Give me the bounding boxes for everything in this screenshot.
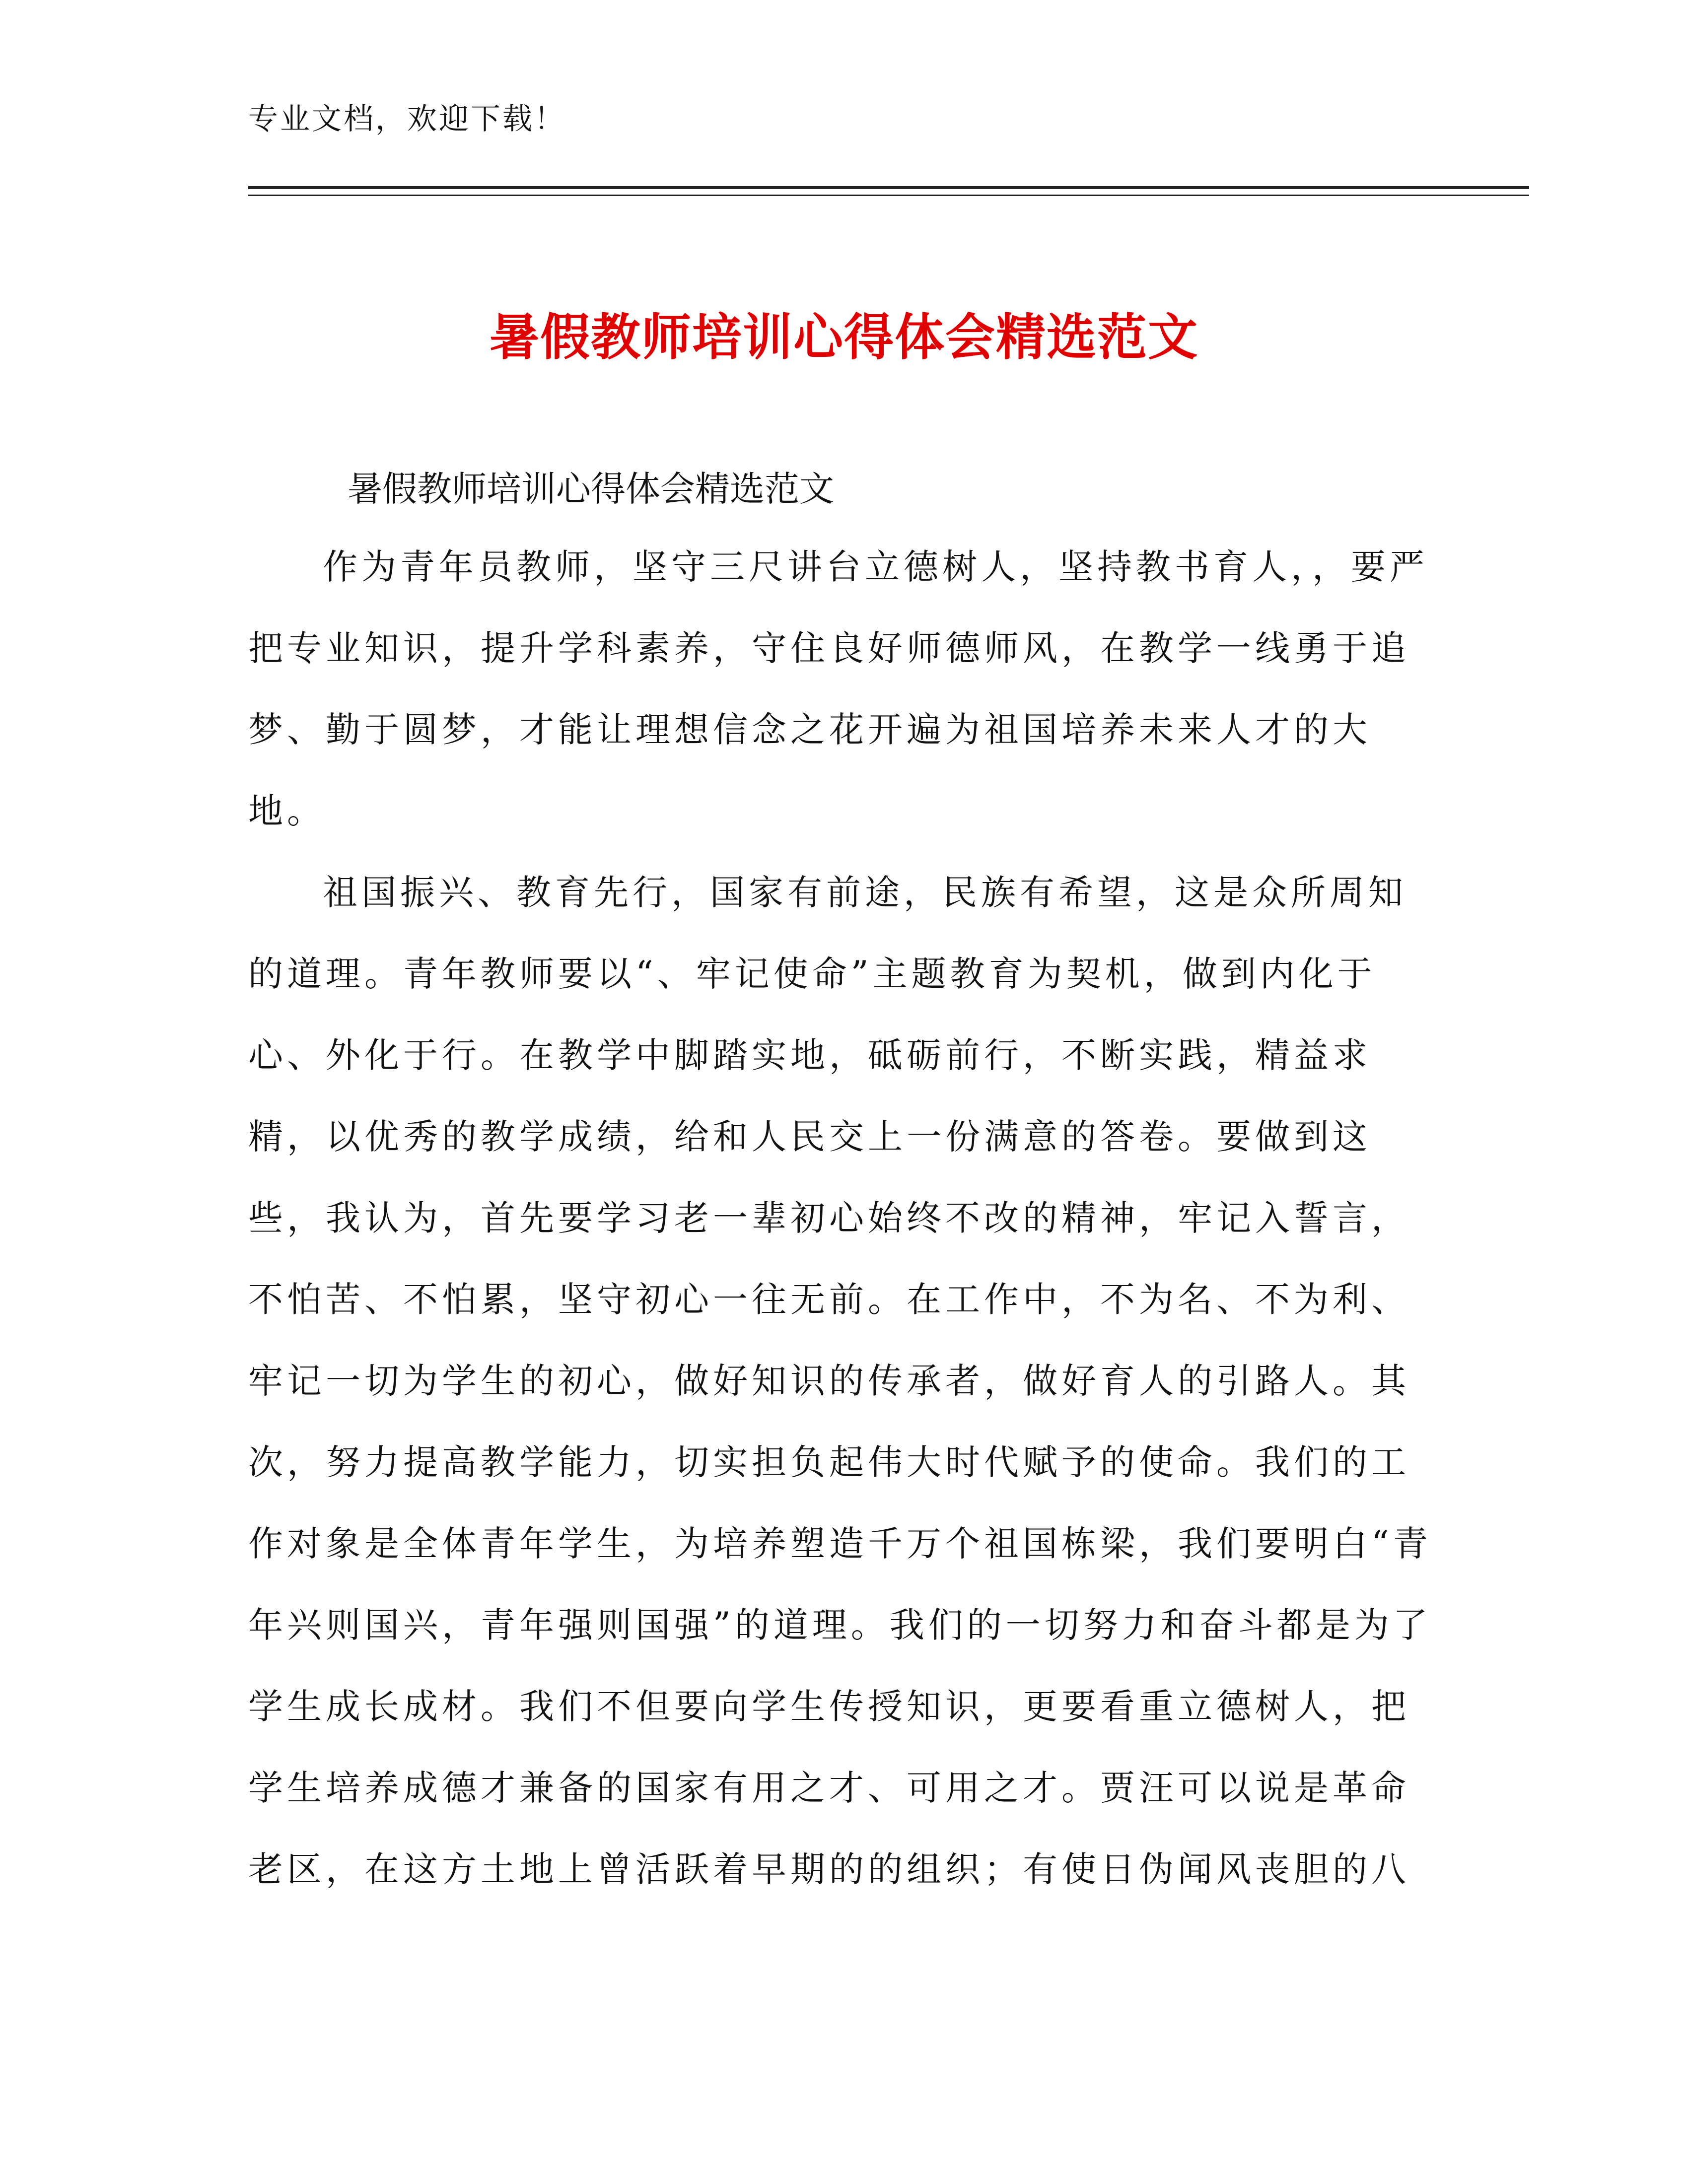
header-divider-thin [248,195,1529,196]
paragraph-1: 作为青年员教师，坚守三尺讲台立德树人，坚持教书育人，，要严把专业知识，提升学科素养，守住良好师德师风，在教学一线勇于追梦、勤于圆梦，才能让理想信念之花开遍为祖国培养未来人才的大地。 [248,546,1428,831]
document-body [248,526,1440,1910]
document-subtitle: 暑假教师培训心得体会精选范文 [348,469,834,509]
header-divider-thick [248,186,1529,189]
document-title: 暑假教师培训心得体会精选范文 [490,308,1198,366]
paragraph-2: 祖国振兴、教育先行，国家有前途，民族有希望，这是众所周知的道理。青年教师要以“、牢记使命”主题教育为契机，做到内化于心、外化于行。在教学中脚踏实地，砥砺前行，不断实践，精益求精，以优秀的教学成绩，给和人民交上一份满意的答卷。要做到这些，我认为，首先要学习老一辈初心始终不改的精神，牢记入誓言，不怕苦、不怕累，坚守初心一往无前。在工作中，不为名、不为利、牢记一切为学生的初心，做好知识的传承者，做好育人的引路人。其次，努力提高教学能力，切实担负起伟大时代赋予的使命。我们的工作对象是全体青年学生，为培养塑造千万个祖国栋梁，我们要明白“青年兴则国兴，青年强则国强”的道理。我们的一切努力和奋斗都是为了学生成长成材。我们不但要向学生传授知识，更要看重立德树人，把学生培养成德才兼备的国家有用之才、可用之才。贾汪可以说是革命老区，在这方土地上曾活跃着早期的的组织；有使日伪闻风丧胆的八 [248,872,1432,1890]
header-note: 专业文档，欢迎下载！ [248,102,566,136]
